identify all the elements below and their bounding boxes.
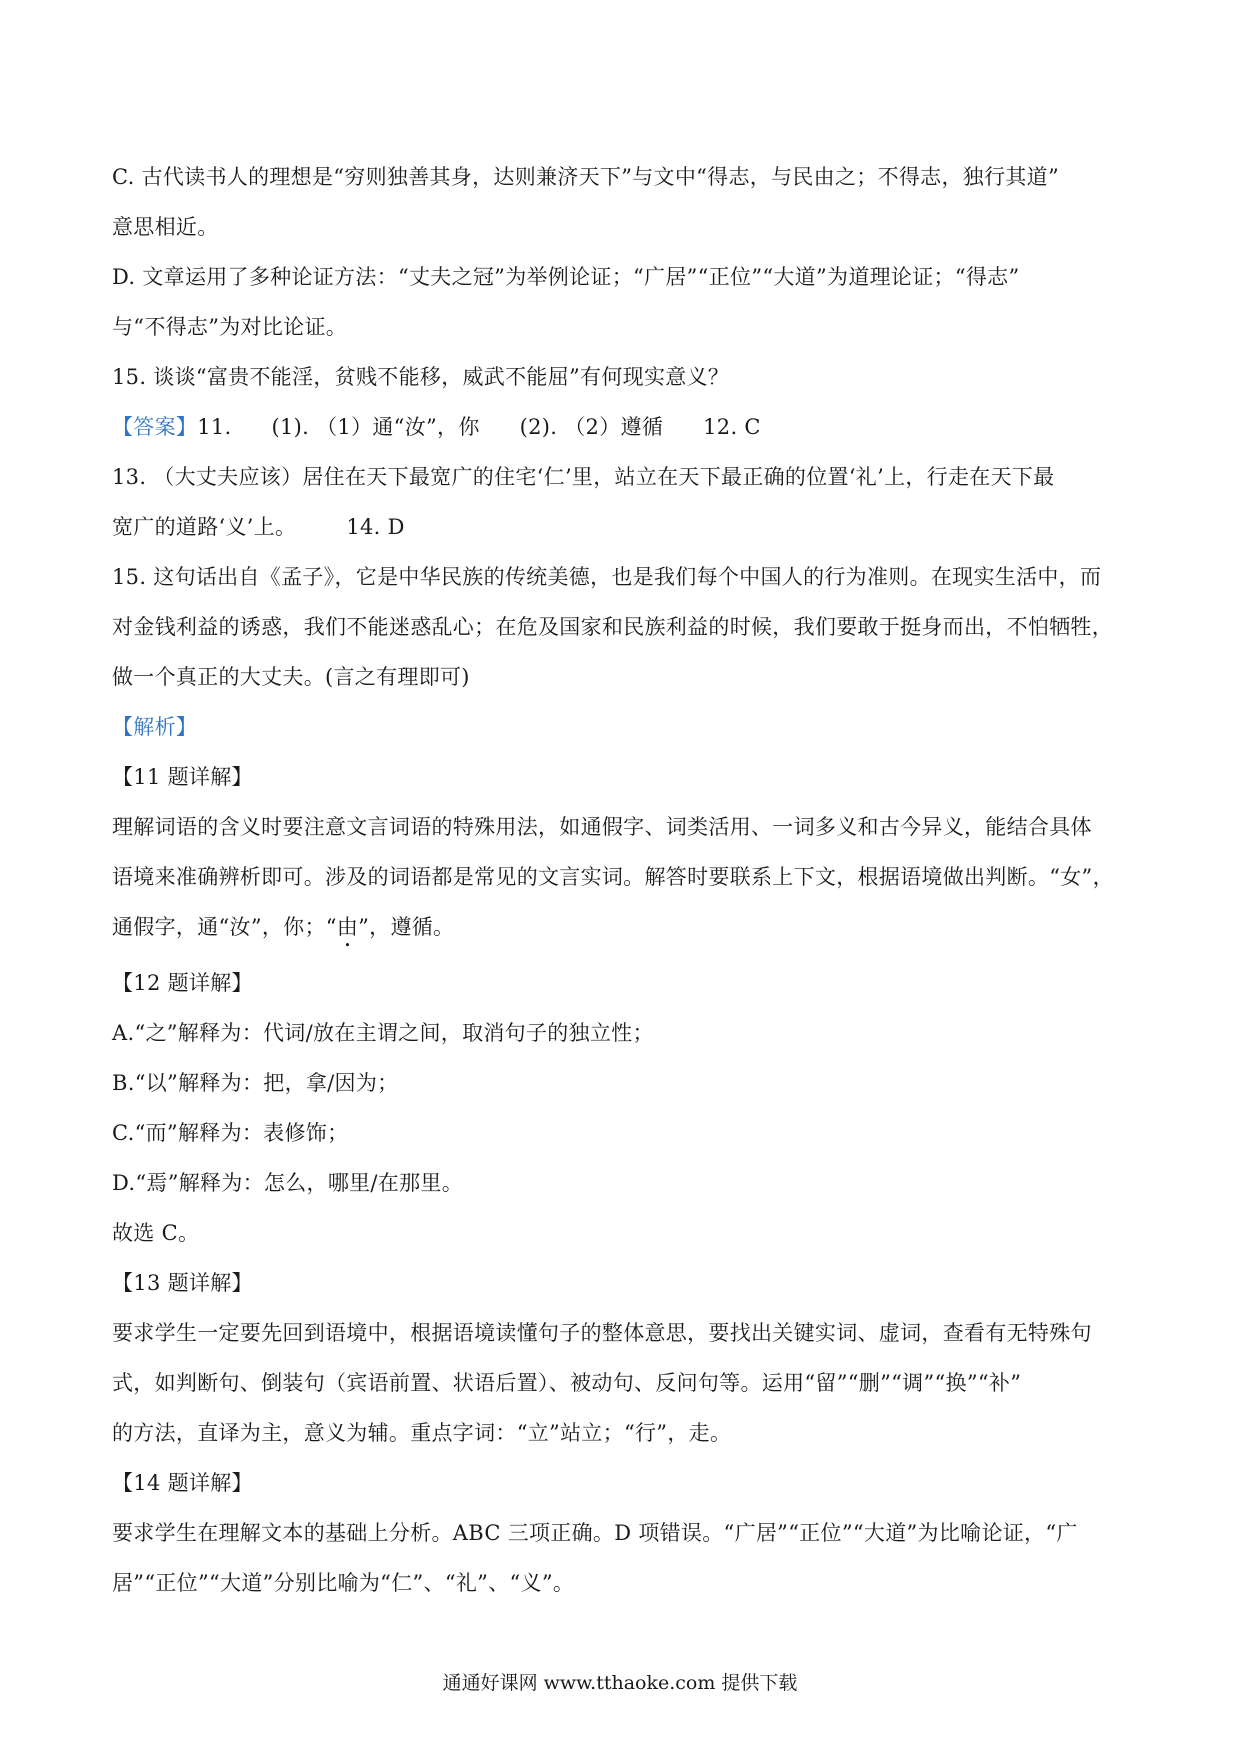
explain-11-line-2: 语境来准确辨析即可。涉及的词语都是常见的文言实词。解答时要联系上下文，根据语境做出判断。“女”， [112,865,1114,889]
explain-11-line-3a: 通假字，通“汝”，你；“ [112,915,337,939]
explain-11-line-1: 理解词语的含义时要注意文言词语的特殊用法，如通假字、词类活用、一词多义和古今异义，能结合具体 [112,815,1092,839]
explain-14-line-2: 居”“正位”“大道”分别比喻为“仁”、“礼”、“义”。 [112,1571,575,1595]
analysis-tag: 【解析】 [112,715,198,739]
explain-12-d: D.“焉”解释为：怎么，哪里/在那里。 [112,1171,464,1195]
option-c-line-1: C. 古代读书人的理想是“穷则独善其身，达则兼济天下”与文中“得志，与民由之；不得志，独行其道” [112,165,1060,189]
heading-12: 【12 题详解】 [112,971,253,995]
option-d-line-2: 与“不得志”为对比论证。 [112,315,348,339]
explain-12-conclusion: 故选 C。 [112,1221,200,1245]
option-c-line-2: 意思相近。 [112,215,219,239]
heading-14: 【14 题详解】 [112,1471,253,1495]
explain-12-c: C.“而”解释为：表修饰； [112,1121,349,1145]
emphasized-char: 由 [336,915,359,939]
option-d-line-1: D. 文章运用了多种论证方法：“丈夫之冠”为举例论证；“广居”“正位”“大道”为道理论证；“得志” [112,265,1020,289]
explain-12-a: A.“之”解释为：代词/放在主谓之间，取消句子的独立性； [112,1021,654,1045]
answer-tag: 【答案】 [112,415,198,439]
answer-12: 12. C [703,415,761,439]
explain-13-line-3: 的方法，直译为主，意义为辅。重点字词：“立”站立；“行”，走。 [112,1421,732,1445]
page-footer: 通通好课网 www.tthaoke.com 提供下载 [442,1672,798,1694]
answer-line [112,402,1132,452]
answer-15-line-2: 对金钱利益的诱惑，我们不能迷惑乱心；在危及国家和民族利益的时候，我们要敢于挺身而出，不怕牺牲， [112,615,1114,639]
explain-13-line-2: 式，如判断句、倒装句（宾语前置、状语后置）、被动句、反问句等。运用“留”“删”“调”“换”“补” [112,1371,1022,1395]
answer-15-line-1: 15. 这句话出自《孟子》，它是中华民族的传统美德，也是我们每个中国人的行为准则。在现实生活中，而 [112,565,1102,589]
answer-14: 14. D [346,515,405,539]
answer-13-line-2-text: 宽广的道路‘义’上。 [112,515,297,539]
explain-12-b: B.“以”解释为：把，拿/因为； [112,1071,399,1095]
answer-11-part-1: (1). （1）通“汝”，你 [271,415,480,439]
heading-11: 【11 题详解】 [112,765,253,789]
answer-11-part-2: (2). （2）遵循 [519,415,664,439]
heading-13: 【13 题详解】 [112,1271,253,1295]
document-body [112,152,1132,1608]
answer-13-line-1: 13. （大丈夫应该）居住在天下最宽广的住宅‘仁’里，站立在天下最正确的位置‘礼’上，行走在天下最 [112,465,1055,489]
explain-13-line-1: 要求学生一定要先回到语境中，根据语境读懂句子的整体意思，要找出关键实词、虚词，查看有无特殊句 [112,1321,1092,1345]
answer-15-line-3: 做一个真正的大丈夫。(言之有理即可) [112,665,470,689]
answer-13-line-2 [112,502,1132,552]
explain-14-line-1: 要求学生在理解文本的基础上分析。ABC 三项正确。D 项错误。“广居”“正位”“大道”为比喻论证，“广 [112,1521,1078,1545]
explain-11-line-3c: ”，遵循。 [358,915,455,939]
answer-11-label: 11. [197,415,232,439]
explain-11-line-3 [112,902,1132,952]
question-15: 15. 谈谈“富贵不能淫，贫贱不能移，威武不能屈”有何现实意义？ [112,365,730,389]
